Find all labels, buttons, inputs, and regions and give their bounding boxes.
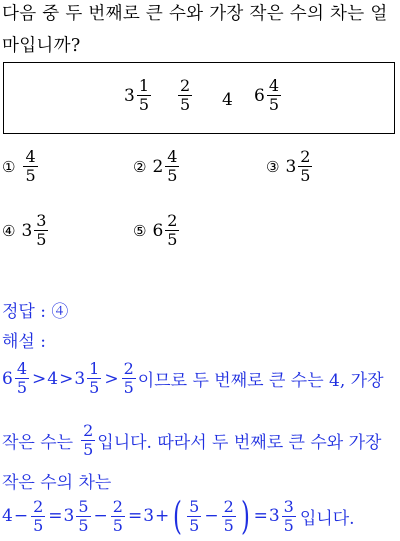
answer-label: 정답 : ④: [2, 302, 69, 322]
exp2-post: 입니다. 따라서 두 번째로 큰 수와 가장: [97, 433, 382, 453]
choice-3-den: 5: [300, 166, 311, 185]
choice-1-mark: ①: [2, 157, 16, 176]
choice-4[interactable]: [2, 212, 50, 249]
gt-sign: >: [104, 368, 119, 389]
equals-sign: =: [127, 506, 143, 526]
choice-5-den: 5: [167, 230, 178, 249]
exp4-d-fraction: [111, 498, 125, 535]
plus-sign: +: [155, 506, 170, 526]
minus-sign: −: [204, 506, 219, 526]
exp1-c-num: 1: [89, 359, 100, 378]
choice-2-mark: ②: [133, 157, 147, 176]
box-4-den: 5: [268, 95, 280, 114]
box-number-1: [124, 77, 153, 114]
exp4-end: 입니다.: [299, 508, 355, 529]
equals-sign: =: [48, 506, 63, 526]
question-line-1: 다음 중 두 번째로 큰 수와 가장 작은 수의 차는 얼: [2, 4, 388, 24]
exp4-g-num: 2: [223, 496, 234, 516]
choice-5-mark: ⑤: [133, 221, 147, 240]
exp4-g-den: 5: [223, 515, 234, 535]
exp4-f-num: 5: [189, 496, 200, 516]
explanation-line-2: [2, 422, 381, 459]
minus-sign: −: [13, 506, 29, 526]
box-number-4: [254, 77, 283, 114]
exp4-b-fraction: [31, 498, 45, 535]
choice-1-den: 5: [25, 166, 36, 185]
explanation-line-1: [2, 360, 384, 397]
right-paren: ): [240, 494, 250, 538]
choice-4-whole: 3: [21, 220, 33, 241]
choice-1[interactable]: [2, 148, 40, 185]
box-2-fraction: [178, 77, 192, 114]
exp4-c-num: 5: [78, 496, 89, 516]
exp1-a-whole: 6: [2, 368, 13, 389]
exp4-h-whole: 3: [268, 506, 280, 526]
choice-2-den: 5: [167, 166, 178, 185]
exp2-fraction: [81, 422, 95, 459]
exp4-h-den: 5: [283, 515, 294, 535]
explanation-label: 해설 :: [2, 332, 46, 352]
choice-3-whole: 3: [285, 156, 297, 177]
minus-sign: −: [93, 506, 108, 526]
gt-sign: >: [32, 368, 47, 389]
choice-4-num: 3: [36, 211, 47, 230]
box-2-num: 2: [180, 76, 191, 95]
box-2-den: 5: [180, 95, 191, 114]
choice-4-fraction: [34, 212, 48, 249]
exp4-g-fraction: [222, 498, 236, 535]
exp1-a-fraction: [15, 360, 29, 397]
exp1-a-num: 4: [16, 359, 28, 378]
choice-3-fraction: [298, 148, 312, 185]
box-4-fraction: [267, 77, 281, 114]
exp1-d-den: 5: [123, 378, 134, 397]
exp4-d-den: 5: [112, 515, 123, 535]
equals-sign: =: [253, 506, 268, 526]
exp4-b-num: 2: [33, 496, 44, 516]
choice-3-num: 2: [300, 147, 311, 166]
choice-4-den: 5: [36, 230, 47, 249]
choice-3[interactable]: [266, 148, 314, 185]
exp4-h-num: 3: [283, 496, 294, 516]
choice-5-fraction: [165, 212, 179, 249]
exp1-d-num: 2: [123, 359, 134, 378]
exp4-c-whole: 3: [63, 506, 75, 526]
choice-3-mark: ③: [266, 157, 280, 176]
exp2-den: 5: [83, 440, 94, 459]
exp2-pre: 작은 수는: [2, 433, 74, 453]
choice-2[interactable]: [133, 148, 181, 185]
choice-5-whole: 6: [152, 220, 164, 241]
choice-5-num: 2: [167, 211, 178, 230]
exp1-d-fraction: [122, 360, 136, 397]
exp4-b-den: 5: [33, 515, 44, 535]
choice-1-num: 4: [25, 147, 36, 166]
exp4-f-den: 5: [189, 515, 200, 535]
box-number-3: 4: [222, 90, 233, 110]
exp4-f-fraction: [187, 498, 201, 535]
choice-1-fraction: [23, 148, 37, 185]
explanation-line-4: [2, 494, 355, 538]
explanation-line-3: 작은 수의 차는: [2, 473, 112, 493]
exp1-c-fraction: [87, 360, 101, 397]
choice-2-whole: 2: [152, 156, 164, 177]
choice-2-fraction: [165, 148, 179, 185]
exp1-c-whole: 3: [74, 368, 86, 389]
box-4-num: 4: [268, 76, 280, 95]
exp4-c-fraction: [76, 498, 90, 535]
left-paren: (: [173, 494, 183, 538]
gt-sign: >: [59, 368, 74, 389]
box-1-num: 1: [138, 76, 150, 95]
exp1-text: 이므로 두 번째로 큰 수는 4, 가장: [137, 371, 384, 391]
box-4-whole: 6: [254, 85, 265, 106]
exp4-h-fraction: [282, 498, 296, 535]
box-1-fraction: [137, 77, 151, 114]
exp4-d-num: 2: [112, 496, 123, 516]
box-number-2: [176, 77, 194, 114]
exp2-num: 2: [83, 421, 94, 440]
exp4-c-den: 5: [78, 515, 89, 535]
choice-5[interactable]: [133, 212, 181, 249]
exp4-a: 4: [2, 506, 13, 526]
exp1-b: 4: [47, 368, 59, 389]
box-1-whole: 3: [124, 85, 135, 106]
box-1-den: 5: [138, 95, 150, 114]
exp4-e: 3: [143, 506, 155, 526]
exp1-c-den: 5: [89, 378, 100, 397]
exp1-a-den: 5: [16, 378, 28, 397]
numbers-box: [3, 62, 395, 134]
choice-4-mark: ④: [2, 221, 16, 240]
question-line-2: 마입니까?: [2, 36, 81, 56]
choice-2-num: 4: [167, 147, 178, 166]
